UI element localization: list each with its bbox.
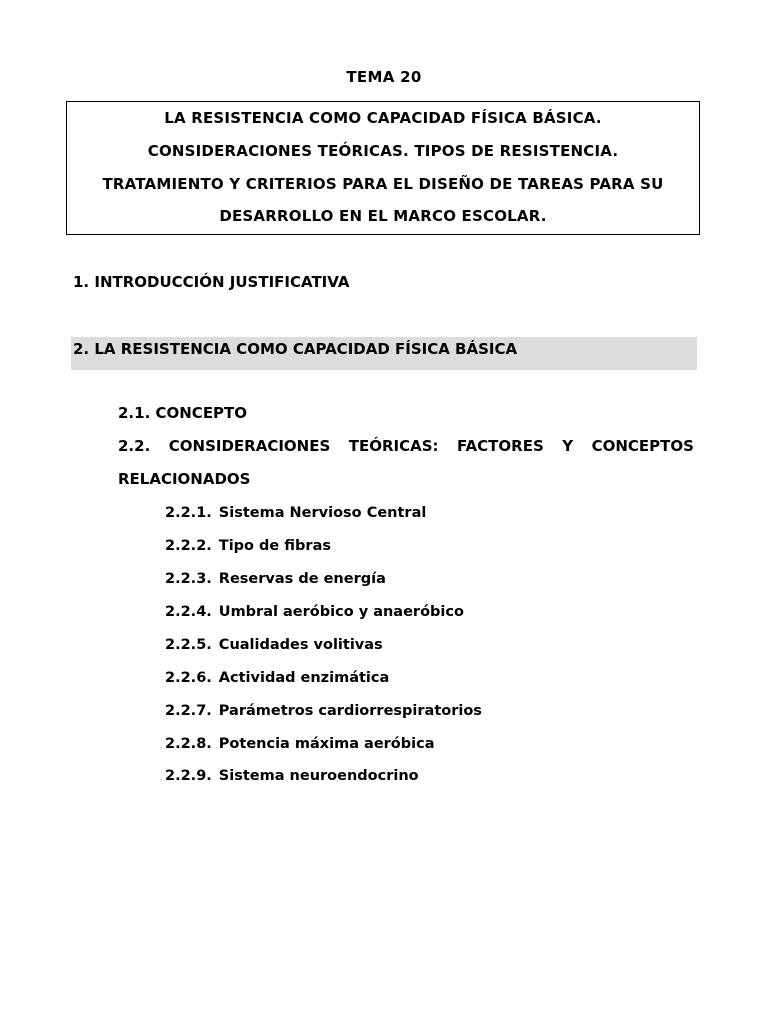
subsection-2-2-word: FACTORES bbox=[457, 437, 544, 455]
list-item bbox=[165, 703, 482, 719]
item-number: 2.2.8. bbox=[165, 736, 212, 752]
document-heading: TEMA 20 bbox=[346, 68, 422, 86]
section-heading-2-label: 2. LA RESISTENCIA COMO CAPACIDAD FÍSICA BÁSICA bbox=[73, 340, 518, 358]
item-label: Cualidades volitivas bbox=[218, 637, 383, 653]
item-number: 2.2.1. bbox=[165, 505, 212, 521]
list-item bbox=[165, 736, 435, 752]
subsection-2-2-word: CONSIDERACIONES bbox=[168, 437, 331, 455]
item-label: Actividad enzimática bbox=[218, 670, 390, 686]
item-number: 2.2.3. bbox=[165, 571, 212, 587]
list-item bbox=[165, 637, 383, 653]
item-number: 2.2.4. bbox=[165, 604, 212, 620]
list-item bbox=[165, 505, 426, 521]
item-number: 2.2.9. bbox=[165, 768, 212, 784]
subsection-2-2-word: 2.2. bbox=[118, 437, 151, 455]
title-line: DESARROLLO EN EL MARCO ESCOLAR. bbox=[219, 207, 547, 225]
subsection-2-2-word: Y bbox=[562, 437, 574, 455]
item-number: 2.2.5. bbox=[165, 637, 212, 653]
title-box bbox=[66, 101, 700, 235]
list-item bbox=[165, 670, 389, 686]
item-label: Reservas de energía bbox=[218, 571, 386, 587]
subsection-2-2-word: CONCEPTOS bbox=[591, 437, 694, 455]
item-number: 2.2.7. bbox=[165, 703, 212, 719]
subsection-2-2-word: TEÓRICAS: bbox=[348, 437, 439, 455]
item-label: Sistema Nervioso Central bbox=[218, 505, 427, 521]
subsection-2-2-continuation: RELACIONADOS bbox=[118, 470, 251, 488]
list-item bbox=[165, 538, 331, 554]
section-heading-2 bbox=[71, 337, 697, 370]
title-line: LA RESISTENCIA COMO CAPACIDAD FÍSICA BÁSICA. bbox=[164, 109, 602, 127]
section-heading-1: 1. INTRODUCCIÓN JUSTIFICATIVA bbox=[73, 273, 350, 291]
title-line: TRATAMIENTO Y CRITERIOS PARA EL DISEÑO DE TAREAS PARA SU bbox=[102, 175, 664, 193]
item-number: 2.2.6. bbox=[165, 670, 212, 686]
item-number: 2.2.2. bbox=[165, 538, 212, 554]
item-label: Tipo de fibras bbox=[218, 538, 332, 554]
item-label: Parámetros cardiorrespiratorios bbox=[218, 703, 482, 719]
title-line: CONSIDERACIONES TEÓRICAS. TIPOS DE RESISTENCIA. bbox=[147, 142, 619, 160]
list-item bbox=[165, 604, 464, 620]
subsection-2-1: 2.1. CONCEPTO bbox=[118, 404, 248, 422]
list-item bbox=[165, 768, 419, 784]
subsection-2-2 bbox=[118, 437, 694, 455]
item-label: Umbral aeróbico y anaeróbico bbox=[218, 604, 464, 620]
item-label: Potencia máxima aeróbica bbox=[218, 736, 435, 752]
list-item bbox=[165, 571, 386, 587]
item-label: Sistema neuroendocrino bbox=[218, 768, 419, 784]
